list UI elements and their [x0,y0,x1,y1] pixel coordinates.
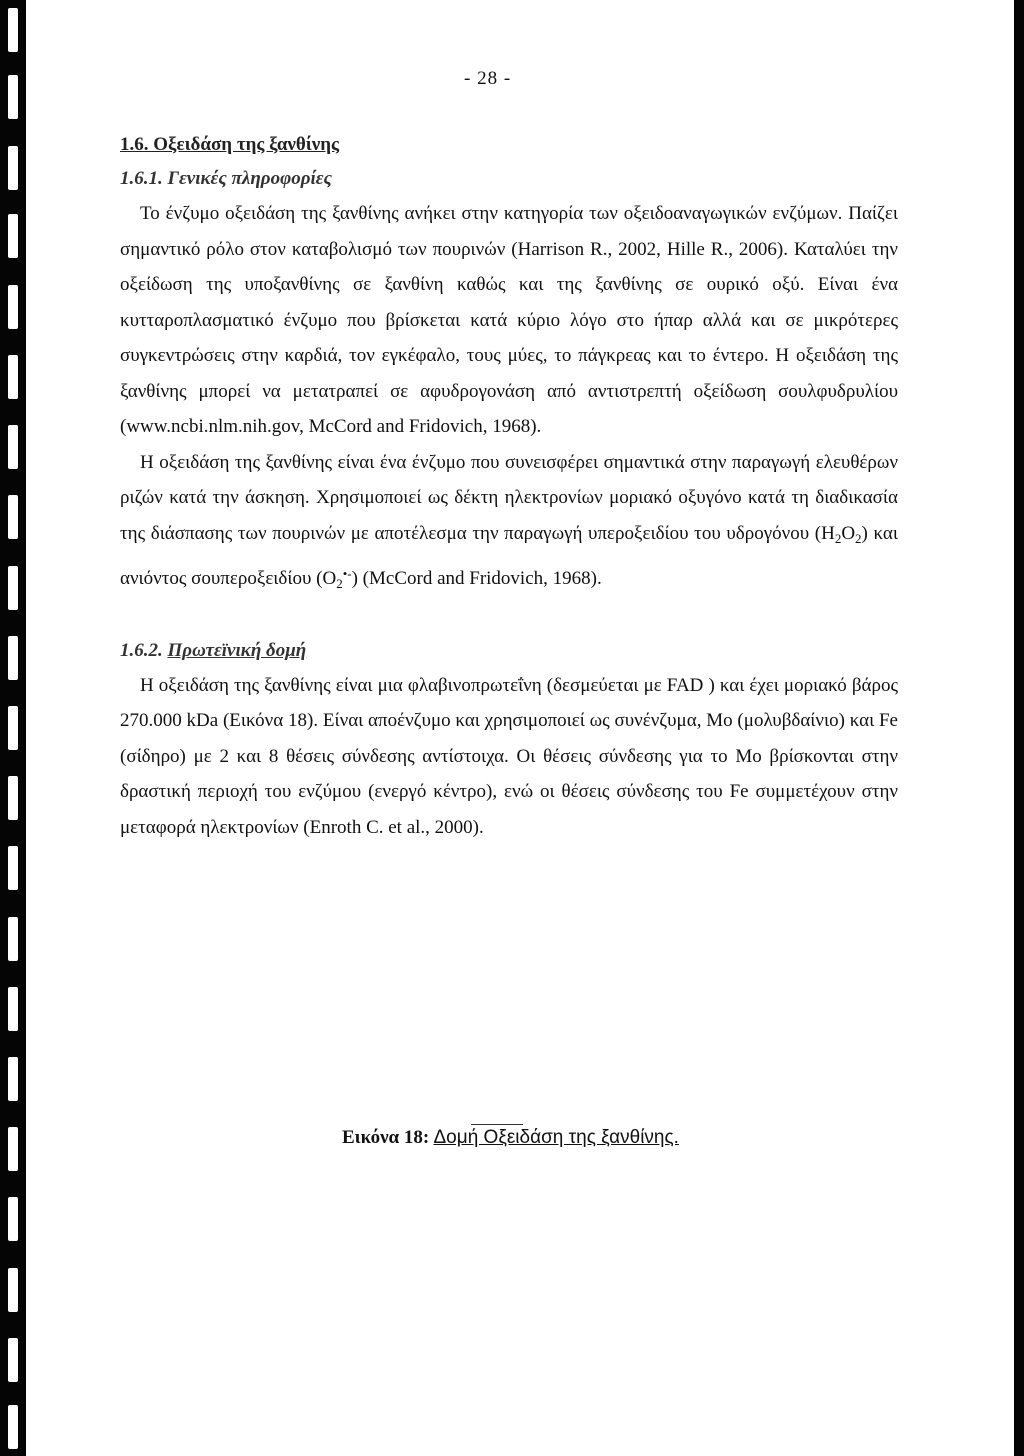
subscript: 2 [834,530,842,546]
document-body [120,128,898,845]
film-hole [8,1127,18,1171]
film-hole [8,636,18,680]
figure-caption [342,1127,679,1149]
chem-symbol: H [821,522,835,544]
text-run: ) και ανιόντος σουπεροξειδίου ( [120,522,898,589]
right-border [1014,0,1024,1456]
film-hole [8,1405,18,1449]
subsection-number: 1.6.2. [120,639,163,661]
film-hole [8,917,18,961]
film-hole [8,425,18,469]
spacer [120,602,898,634]
film-hole [8,1197,18,1241]
figure-text: Δομή Οξειδάση της ξανθίνης. [433,1127,679,1148]
chem-symbol: O [841,522,856,544]
subsection-name: Πρωτεϊνική δομή [167,639,307,661]
film-hole [8,146,18,190]
chem-symbol: O [322,568,337,589]
film-hole [8,75,18,119]
section-title: 1.6. Οξειδάση της ξανθίνης [120,134,340,155]
film-hole [8,706,18,750]
film-hole [8,355,18,399]
film-hole [8,846,18,890]
film-hole [8,1338,18,1382]
paragraph [120,445,898,602]
film-strip-border [0,0,26,1456]
film-hole [8,987,18,1031]
subsection-title: 1.6.1. Γενικές πληροφορίες [120,168,333,189]
film-hole [8,214,18,258]
subscript: 2 [855,530,862,546]
film-hole [8,776,18,820]
film-hole [8,495,18,539]
text-run: Η οξειδάση της ξανθίνης είναι ένα ένζυμο που συνεισφέρει σημαντικά στην παραγωγή ελευθέρων ριζών κατά την άσκηση. Χρησιμοποιεί ως δέκτη ηλεκτρονίων μοριακό οξυγόνο κατά τη διαδικασία της διάσπασης των πουρινών με αποτέλεσμα την παραγωγή υπεροξειδίου του υδρογόνου ( [120,451,898,544]
film-hole [8,1057,18,1101]
film-hole [8,285,18,329]
film-hole [8,8,18,52]
caption-underline-mark [471,1124,523,1125]
film-hole [8,566,18,610]
paragraph: Η οξειδάση της ξανθίνης είναι μια φλαβινοπρωτεΐνη (δεσμεύεται με FAD ) και έχει μοριακό βάρος 270.000 kDa (Εικόνα 18). Είναι αποένζυμο και χρησιμοποιεί ως συνένζυμα, Mo (μολυβδαίνιο) και Fe (σίδηρο) με 2 και 8 θέσεις σύνδεσης αντίστοιχα. Οι θέσεις σύνδεσης για το Mo βρίσκονται στην δραστική περιοχή του ενζύμου (ενεργό κέντρο), ενώ οι θέσεις σύνδεσης του Fe συμμετέχουν στην μεταφορά ηλεκτρονίων (Enroth C. et al., 2000). [120,674,898,838]
subscript: 2 [336,576,343,591]
page-number: - 28 - [464,68,512,89]
subsection-title [120,634,898,668]
superscript: •- [342,566,352,581]
text-run: ) (McCord and Fridovich, 1968). [351,568,602,589]
figure-label: Εικόνα 18: [342,1127,430,1148]
paragraph: Το ένζυμο οξειδάση της ξανθίνης ανήκει στην κατηγορία των οξειδοαναγωγικών ενζύμων. Παίζει σημαντικό ρόλο στον καταβολισμό των πουρινών (Harrison R., 2002, Hille R., 2006). Καταλύει την οξείδωση της υποξανθίνης σε ξανθίνη καθώς και της ξανθίνης σε ουρικό οξύ. Είναι ένα κυτταροπλασματικό ένζυμο που βρίσκεται κατά κύριο λόγο στο ήπαρ αλλά και σε μικρότερες συγκεντρώσεις στην καρδιά, τον εγκέφαλο, τους μύες, το πάγκρεας και το έντερο. Η οξειδάση της ξανθίνης μπορεί να μετατραπεί σε αφυδρογονάση από αντιστρεπτή οξείδωση σουλφυδρυλίου (www.ncbi.nlm.nih.gov, McCord and Fridovich, 1968). [120,203,898,437]
film-hole [8,1268,18,1312]
